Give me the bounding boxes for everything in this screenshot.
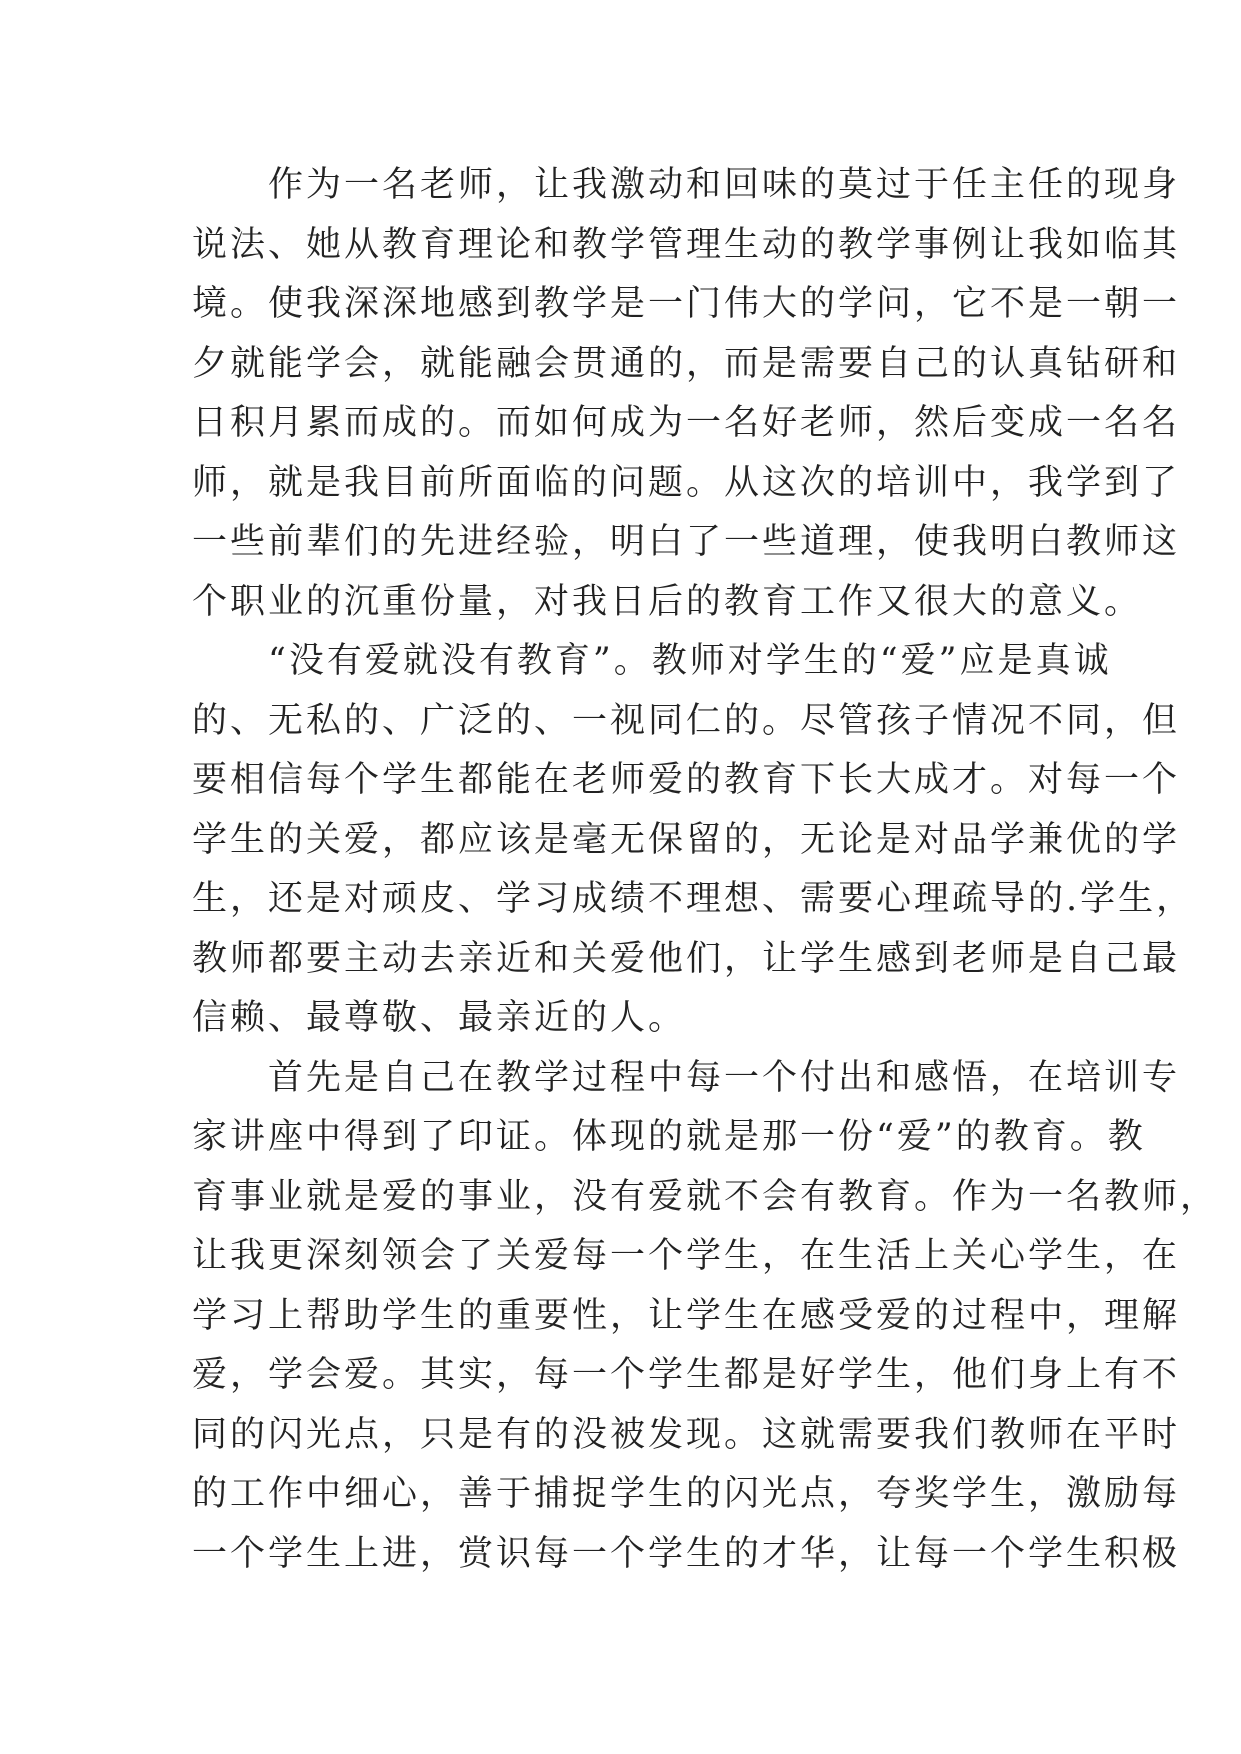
text-line: 师，就是我目前所面临的问题。从这次的培训中，我学到了 (192, 462, 1181, 503)
text-line: 的工作中细心，善于捕捉学生的闪光点，夸奖学生，激励每 (192, 1474, 1181, 1514)
text-line: 信赖、最尊敬、最亲近的人。 (192, 998, 687, 1038)
text-line: 要相信每个学生都能在老师爱的教育下长大成才。对每一个 (192, 760, 1181, 800)
text-line: 一些前辈们的先进经验，明白了一些道理，使我明白教师这 (192, 522, 1181, 562)
text-line: 夕就能学会，就能融会贯通的，而是需要自己的认真钻研和 (192, 343, 1181, 384)
paragraph-1 (192, 156, 1181, 632)
text-line: 一个学生上进，赏识每一个学生的才华，让每一个学生积极 (192, 1533, 1181, 1574)
document-body (192, 156, 1219, 1584)
text-line: 让我更深刻领会了关爱每一个学生，在生活上关心学生，在 (192, 1236, 1181, 1276)
paragraph-3 (192, 1049, 1219, 1585)
text-line: “没有爱就没有教育”。教师对学生的“爱”应是真诚 (192, 641, 1112, 681)
text-line: 首先是自己在教学过程中每一个付出和感悟，在培训专 (192, 1057, 1181, 1098)
text-line: 的、无私的、广泛的、一视同仁的。尽管孩子情况不同，但 (192, 700, 1181, 741)
text-line: 育事业就是爱的事业，没有爱就不会有教育。作为一名教师， (192, 1176, 1219, 1217)
text-line: 境。使我深深地感到教学是一门伟大的学问，它不是一朝一 (192, 284, 1181, 324)
text-line: 说法、她从教育理论和教学管理生动的教学事例让我如临其 (192, 224, 1181, 265)
text-line: 个职业的沉重份量，对我日后的教育工作又很大的意义。 (192, 581, 1143, 622)
text-line: 学习上帮助学生的重要性，让学生在感受爱的过程中，理解 (192, 1295, 1181, 1336)
text-line: 作为一名老师，让我激动和回味的莫过于任主任的现身 (192, 165, 1181, 205)
text-line: 家讲座中得到了印证。体现的就是那一份“爱”的教育。教 (192, 1117, 1146, 1157)
text-line: 爱，学会爱。其实，每一个学生都是好学生，他们身上有不 (192, 1355, 1181, 1395)
text-line: 日积月累而成的。而如何成为一名好老师，然后变成一名名 (192, 403, 1181, 443)
text-line: 同的闪光点，只是有的没被发现。这就需要我们教师在平时 (192, 1414, 1181, 1455)
text-line: 学生的关爱，都应该是毫无保留的，无论是对品学兼优的学 (192, 819, 1181, 860)
paragraph-2 (192, 632, 1195, 1049)
text-line: 生，还是对顽皮、学习成绩不理想、需要心理疏导的.学生， (192, 879, 1195, 919)
text-line: 教师都要主动去亲近和关爱他们，让学生感到老师是自己最 (192, 938, 1181, 979)
